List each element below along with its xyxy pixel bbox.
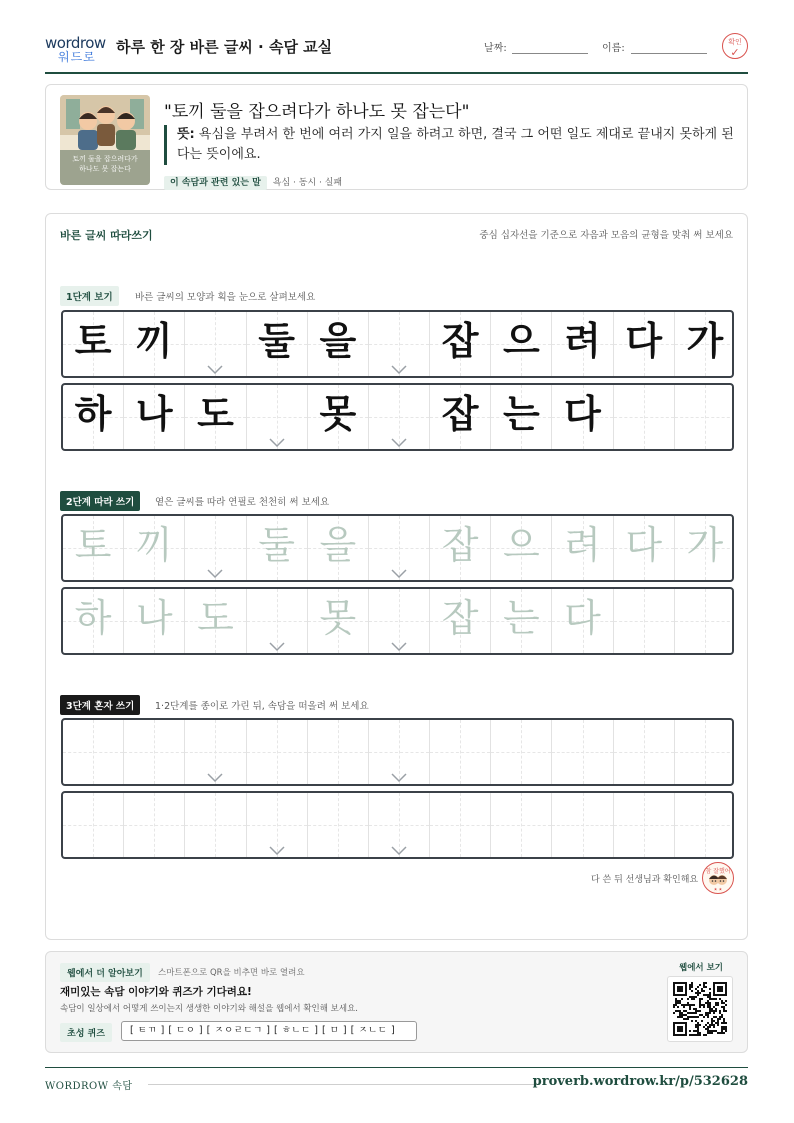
web-hint: 스마트폰으로 QR을 비추면 바로 열려요 — [158, 968, 305, 978]
related-tags: 욕심 · 동시 · 실패 — [272, 178, 343, 188]
svg-text:★ ★: ★ ★ — [713, 886, 722, 891]
grid-cell[interactable] — [614, 516, 675, 580]
grid-char: 잡 — [441, 392, 479, 436]
grid-cell[interactable] — [491, 793, 552, 857]
thumb-caption-2: 하나도 못 잡는다 — [79, 165, 131, 173]
date-field[interactable] — [512, 53, 588, 54]
grid-cell — [369, 385, 430, 449]
grid-cell — [63, 385, 124, 449]
logo-text: wordrow — [45, 34, 106, 52]
grid-char: 다 — [564, 596, 601, 640]
grid-cell — [552, 385, 613, 449]
name-label: 이름: — [602, 43, 625, 54]
grid-char: 못 — [319, 596, 357, 640]
grid-cell[interactable] — [614, 589, 675, 653]
grid-cell[interactable] — [124, 589, 185, 653]
space-mark-icon — [207, 569, 223, 579]
grid-char: 둘 — [258, 319, 295, 363]
step2-desc: 옅은 글씨를 따라 연필로 천천히 써 보세요 — [155, 497, 330, 508]
grid-char: 잡 — [441, 319, 479, 363]
grid-cell — [369, 312, 430, 376]
step3-desc: 1·2단계를 종이로 가린 뒤, 속담을 떠올려 써 보세요 — [155, 701, 369, 712]
grid-char: 잡 — [441, 523, 479, 567]
wordrow-logo[interactable] — [45, 34, 109, 64]
grid-cell[interactable] — [614, 720, 675, 784]
grid-cell[interactable] — [247, 516, 308, 580]
grid-cell[interactable] — [552, 793, 613, 857]
grid-char: 토 — [74, 319, 112, 363]
grid-cell[interactable] — [614, 793, 675, 857]
grid-cell[interactable] — [675, 516, 734, 580]
grid-char: 토 — [74, 523, 112, 567]
page-footer — [45, 1067, 748, 1099]
logo-subtext: 워드로 — [58, 50, 96, 64]
check-stamp-text: 확인 — [728, 38, 742, 46]
web-more-card — [45, 951, 748, 1053]
space-mark-icon — [269, 438, 285, 448]
grid-cell — [124, 312, 185, 376]
space-mark-icon — [207, 773, 223, 783]
thumb-caption-1: 토끼 둘을 잡으려다가 — [72, 155, 138, 163]
grid-cell[interactable] — [247, 589, 308, 653]
grid-cell — [63, 312, 124, 376]
meaning-text: 욕심을 부려서 한 번에 여러 가지 일을 하려고 하면, 결국 그 어떤 일도 제대로 끝내지 못하게 된다는 뜻이에요. — [177, 127, 734, 162]
grid-cell[interactable] — [124, 793, 185, 857]
grid-cell[interactable] — [308, 589, 369, 653]
grid-cell — [675, 385, 734, 449]
grid-char: 가 — [686, 523, 724, 567]
grid-char: 다 — [625, 319, 663, 363]
grid-cell[interactable] — [675, 793, 734, 857]
proverb-text: "토끼 둘을 잡으려다가 하나도 못 잡는다" — [164, 102, 470, 122]
grid-char: 을 — [319, 523, 357, 567]
grid-char: 못 — [319, 392, 357, 436]
grid-char: 잡 — [441, 596, 479, 640]
proverb-meaning — [164, 125, 734, 165]
grid-cell — [185, 312, 246, 376]
date-label: 날짜: — [484, 43, 507, 54]
check-stamp-icon: 확인 ✓ — [722, 33, 748, 59]
space-mark-icon — [391, 846, 407, 856]
grid-cell[interactable] — [369, 720, 430, 784]
grid-cell — [124, 385, 185, 449]
space-mark-icon — [391, 773, 407, 783]
meaning-label: 뜻: — [177, 127, 195, 142]
space-mark-icon — [269, 642, 285, 652]
grid-cell — [430, 312, 491, 376]
grid-char: 하 — [74, 392, 112, 436]
space-mark-icon — [269, 846, 285, 856]
step3-badge: 3단계 혼자 쓰기 — [60, 695, 140, 715]
practice-title: 바른 글씨 따라쓰기 — [60, 229, 153, 242]
grid-char: 는 — [502, 596, 540, 640]
grid-cell — [614, 385, 675, 449]
grid-char: 끼 — [135, 319, 173, 363]
step2-row-1[interactable] — [61, 514, 734, 582]
space-mark-icon — [207, 365, 223, 375]
grid-char: 는 — [502, 392, 540, 436]
grid-cell[interactable] — [430, 793, 491, 857]
grid-cell[interactable] — [124, 720, 185, 784]
grid-char: 하 — [74, 596, 112, 640]
grid-char: 려 — [564, 523, 601, 567]
name-field[interactable] — [631, 53, 707, 54]
qr-code-icon[interactable] — [667, 976, 733, 1042]
grid-cell[interactable] — [247, 720, 308, 784]
grid-cell[interactable] — [369, 589, 430, 653]
grid-cell — [308, 385, 369, 449]
web-headline: 재미있는 속담 이야기와 퀴즈가 기다려요! — [60, 986, 252, 998]
related-words — [164, 175, 342, 188]
grid-cell[interactable] — [675, 589, 734, 653]
page-title: 하루 한 장 바른 글씨 · 속담 교실 — [116, 38, 333, 56]
grid-cell[interactable] — [552, 589, 613, 653]
web-desc: 속담이 일상에서 어떻게 쓰이는지 생생한 이야기와 해설을 웹에서 확인해 보세요. — [60, 1004, 358, 1014]
grid-cell[interactable] — [185, 793, 246, 857]
grid-cell[interactable] — [430, 589, 491, 653]
web-badge: 웹에서 더 알아보기 — [60, 963, 150, 982]
grid-cell[interactable] — [369, 793, 430, 857]
grid-cell — [491, 385, 552, 449]
footer-brand: WORDROW 속담 — [45, 1081, 133, 1092]
space-mark-icon — [391, 365, 407, 375]
grid-cell — [308, 312, 369, 376]
grid-cell — [614, 312, 675, 376]
grid-char: 다 — [564, 392, 601, 436]
grid-char: 려 — [564, 319, 601, 363]
grid-cell[interactable] — [185, 516, 246, 580]
grid-cell[interactable] — [430, 720, 491, 784]
step2-badge: 2단계 따라 쓰기 — [60, 491, 140, 511]
grid-cell[interactable] — [63, 589, 124, 653]
grid-cell[interactable] — [124, 516, 185, 580]
step3-row-1[interactable] — [61, 718, 734, 786]
space-mark-icon — [391, 438, 407, 448]
page-header — [45, 28, 748, 74]
grid-cell[interactable] — [308, 720, 369, 784]
footer-divider — [148, 1084, 538, 1085]
grid-cell — [247, 312, 308, 376]
grid-cell[interactable] — [430, 516, 491, 580]
grid-char: 을 — [319, 319, 357, 363]
grid-char: 다 — [625, 523, 663, 567]
step2-row-2[interactable] — [61, 587, 734, 655]
space-mark-icon — [391, 642, 407, 652]
grid-cell[interactable] — [185, 589, 246, 653]
grid-cell — [491, 312, 552, 376]
grid-char: 으 — [502, 523, 540, 567]
footer-url[interactable]: proverb.wordrow.kr/p/532628 — [532, 1074, 748, 1089]
proverb-illustration — [60, 95, 150, 185]
qr-label: 웹에서 보기 — [679, 963, 724, 973]
grid-char: 나 — [135, 596, 173, 640]
practice-desc: 중심 십자선을 기준으로 자음과 모음의 균형을 맞춰 써 보세요 — [479, 230, 733, 241]
step1-desc: 바른 글씨의 모양과 획을 눈으로 살펴보세요 — [135, 292, 316, 303]
grid-cell — [247, 385, 308, 449]
grid-cell[interactable] — [369, 516, 430, 580]
grid-cell[interactable] — [63, 516, 124, 580]
grid-cell[interactable] — [491, 589, 552, 653]
grid-cell[interactable] — [552, 720, 613, 784]
step1-row-2 — [61, 383, 734, 451]
grid-cell[interactable] — [491, 516, 552, 580]
grid-char: 나 — [135, 392, 173, 436]
step3-row-2[interactable] — [61, 791, 734, 859]
grid-cell[interactable] — [552, 516, 613, 580]
grid-cell — [185, 385, 246, 449]
grid-cell[interactable] — [491, 720, 552, 784]
grid-cell — [675, 312, 734, 376]
grid-cell[interactable] — [675, 720, 734, 784]
grid-char: 도 — [197, 392, 234, 436]
practice-section — [45, 213, 748, 940]
quiz-label: 초성 퀴즈 — [60, 1023, 112, 1042]
grid-cell[interactable] — [63, 720, 124, 784]
grid-cell[interactable] — [308, 516, 369, 580]
step1-badge: 1단계 보기 — [60, 286, 119, 306]
grid-cell[interactable] — [308, 793, 369, 857]
step1-row-1 — [61, 310, 734, 378]
grid-char: 둘 — [258, 523, 295, 567]
grid-char: 끼 — [135, 523, 173, 567]
grid-cell[interactable] — [185, 720, 246, 784]
confirm-text: 다 쓴 뒤 선생님과 확인해요 — [591, 875, 699, 885]
related-label: 이 속담과 관련 있는 말 — [164, 176, 267, 190]
grid-char: 가 — [686, 319, 724, 363]
chosung-quiz: [ ㅌㄲ ] [ ㄷㅇ ] [ ㅈㅇㄹㄷㄱ ] [ ㅎㄴㄷ ] [ ㅁ ] [ ㅈㄴㄷ ] — [121, 1021, 417, 1041]
proverb-card — [45, 84, 748, 190]
grid-cell — [552, 312, 613, 376]
grid-cell[interactable] — [63, 793, 124, 857]
grid-char: 으 — [502, 319, 540, 363]
space-mark-icon — [391, 569, 407, 579]
grid-char: 도 — [197, 596, 234, 640]
grid-cell[interactable] — [247, 793, 308, 857]
praise-stamp-icon — [702, 862, 734, 894]
grid-cell — [430, 385, 491, 449]
praise-stamp-text: 참 잘했어 — [705, 868, 731, 875]
